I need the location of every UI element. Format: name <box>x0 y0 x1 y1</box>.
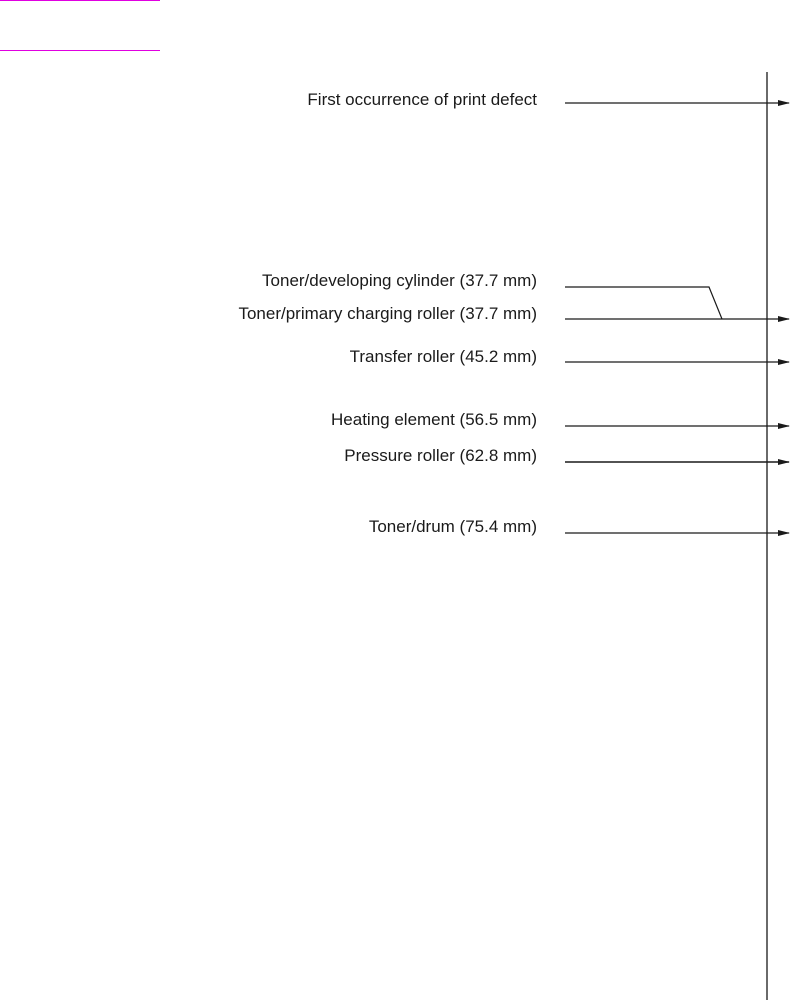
bracket-developing-cylinder <box>565 287 722 319</box>
label-pressure-roller: Pressure roller (62.8 mm) <box>344 446 537 465</box>
label-transfer-roller: Transfer roller (45.2 mm) <box>349 347 537 366</box>
label-primary-charging-roller: Toner/primary charging roller (37.7 mm) <box>238 304 537 323</box>
label-first-occurrence: First occurrence of print defect <box>307 90 537 109</box>
label-heating-element: Heating element (56.5 mm) <box>331 410 537 429</box>
label-toner-drum: Toner/drum (75.4 mm) <box>368 517 537 536</box>
label-developing-cylinder: Toner/developing cylinder (37.7 mm) <box>262 271 537 290</box>
